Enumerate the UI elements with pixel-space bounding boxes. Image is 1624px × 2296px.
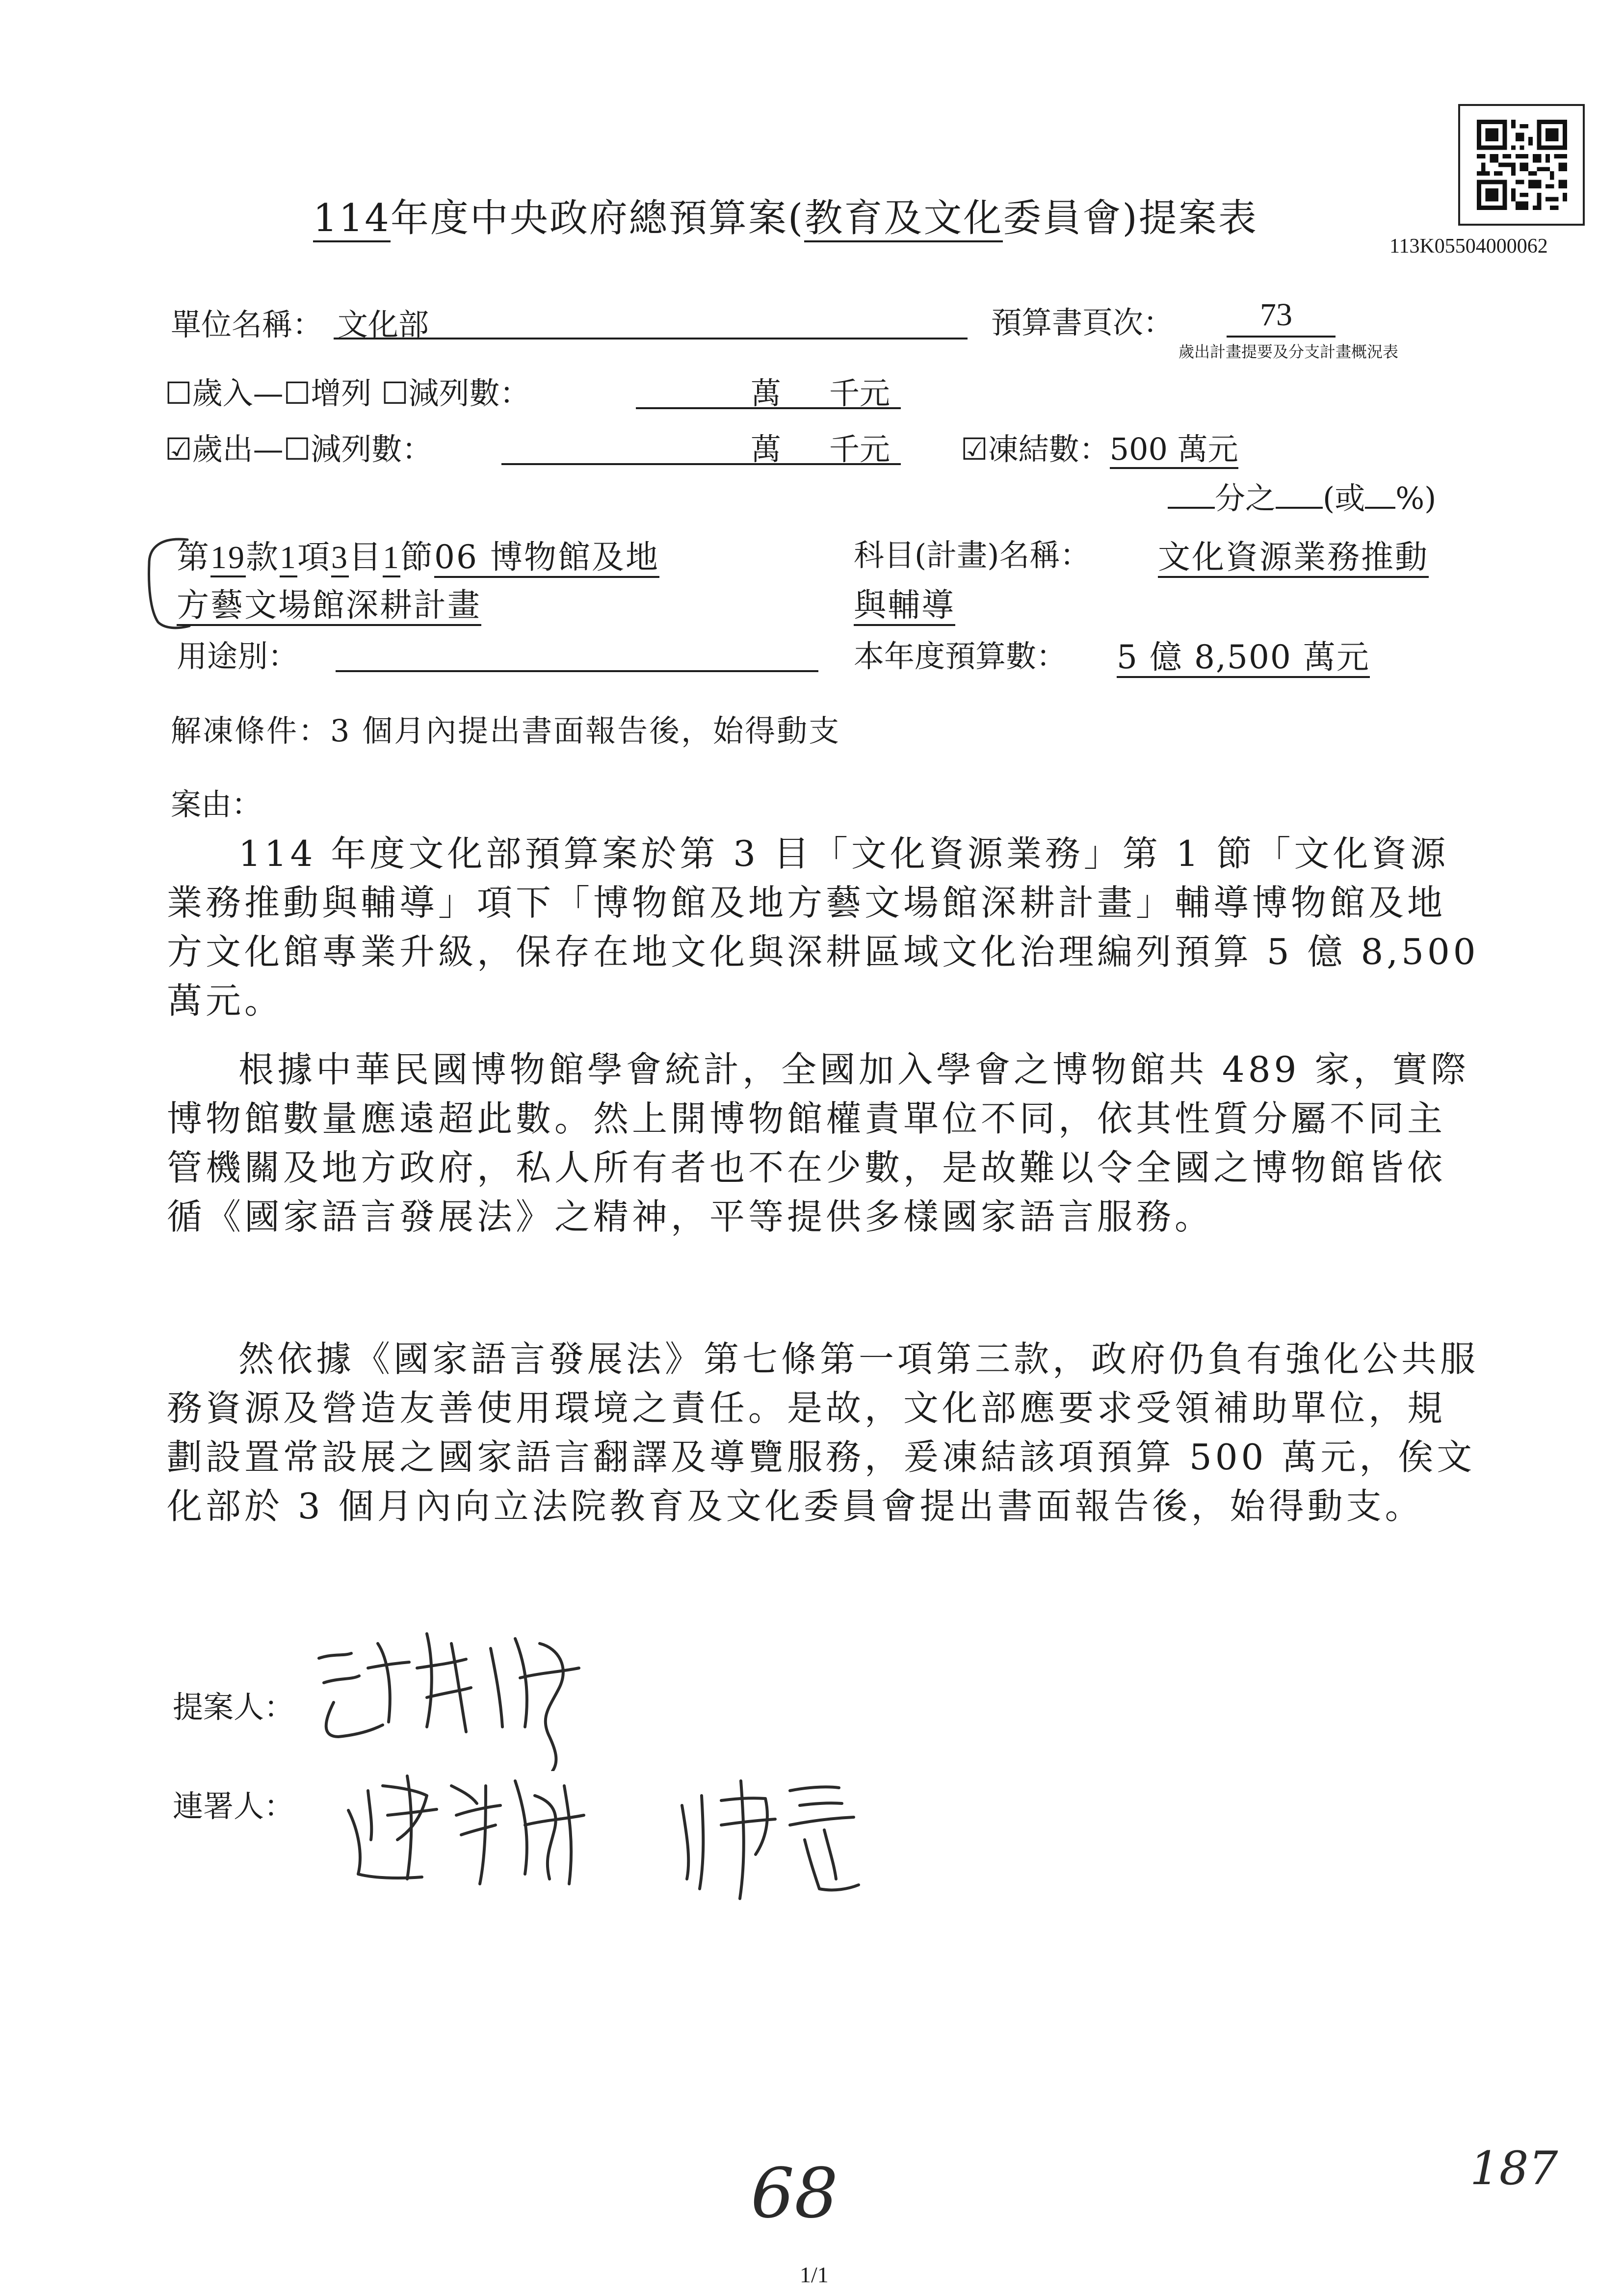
- fraction-fen: 分之: [1215, 480, 1276, 516]
- expense-decrease-text: 減列數：: [311, 431, 433, 467]
- annual-budget-value: 5 億 8,500 萬元: [1117, 631, 1370, 678]
- title-committee: 教育及文化: [804, 196, 1003, 242]
- reason-paragraph-1: 114 年度文化部預算案於第 3 目「文化資源業務」第 1 節「文化資源業務推動與輔導」項下「博物館及地方藝文場館深耕計畫」輔導博物館及地方文化館專業升級，保存在地文化與深耕區域文化治理編列預算 5 億 8,500 萬元。: [167, 833, 1479, 1021]
- qr-code-icon: [1477, 120, 1567, 210]
- title-year: 114: [313, 196, 391, 242]
- page-title: [313, 187, 1258, 242]
- increase-checkbox[interactable]: ☐: [283, 375, 311, 411]
- unit-label: 單位名稱：: [171, 307, 323, 342]
- handwritten-page-number: 68: [751, 2154, 838, 2234]
- release-condition: 解凍條件：3 個月內提出書面報告後，始得動支: [171, 713, 841, 749]
- reason-label: 案由：: [171, 786, 262, 822]
- revenue-unit-wan: 萬: [751, 375, 782, 411]
- subject-label: 科目(計畫)名稱：: [854, 537, 1091, 573]
- fraction-blank-3: [1365, 480, 1395, 509]
- subject-line2: 與輔導: [854, 579, 955, 626]
- item-jie: 1: [383, 540, 400, 577]
- revenue-row: [165, 369, 530, 413]
- revenue-decrease-text: 減列數：: [408, 375, 530, 411]
- fraction-huo: (或: [1323, 480, 1365, 516]
- proposer-signature: [304, 1614, 608, 1771]
- annual-budget-label: 本年度預算數：: [854, 638, 1067, 674]
- fraction-blank-2: [1276, 480, 1323, 509]
- freeze-label: 凍結數：: [988, 431, 1110, 467]
- subject-line1: 文化資源業務推動: [1158, 531, 1429, 577]
- freeze-checkbox[interactable]: ☑: [961, 431, 988, 467]
- expense-decrease-checkbox[interactable]: ☐: [283, 431, 311, 467]
- reason-paragraph-3: 然依據《國家語言發展法》第七條第一項第三款，政府仍負有強化公共服務資源及營造友善使用環境之責任。是故，文化部應要求受領補助單位，規劃設置常設展之國家語言翻譯及導覽服務，爰凍結該項預算 500 萬元，俟文化部於 3 個月內向立法院教育及文化委員會提出書面報告後，始得動支。: [167, 1338, 1479, 1527]
- expense-unit-wan: 萬: [751, 431, 782, 467]
- budget-page-label: 預算書頁次：: [991, 305, 1174, 340]
- item-xiang: 1: [280, 540, 297, 577]
- footer-page-indicator: 1/1: [800, 2262, 829, 2287]
- revenue-checkbox[interactable]: ☐: [165, 375, 192, 411]
- item-line-2: [177, 579, 481, 626]
- budget-page-value: 73: [1260, 297, 1292, 333]
- item-kuan: 19: [210, 540, 246, 577]
- budget-page-note: 歲出計畫提要及分支計畫概況表: [1179, 342, 1399, 361]
- fraction-row: [1168, 474, 1436, 518]
- expense-checkbox[interactable]: ☑: [165, 431, 192, 467]
- fraction-blank-1: [1168, 480, 1215, 509]
- handwritten-number: 187: [1470, 2142, 1558, 2195]
- item-name-line1: 06 博物館及地: [434, 538, 659, 578]
- proposer-label: 提案人：: [173, 1689, 295, 1725]
- document-code: 113K05504000062: [1389, 235, 1548, 258]
- item-name-line2: 方藝文場館深耕計畫: [177, 586, 481, 626]
- item-line-1: 第19款1項3目1節06 博物館及地: [177, 531, 659, 577]
- expense-unit-qian: 千元: [829, 431, 891, 467]
- cosigner-signature-1: [339, 1756, 613, 1913]
- freeze-field: [961, 425, 1238, 469]
- revenue-decrease-checkbox[interactable]: ☐: [381, 375, 409, 411]
- unit-value: 文化部: [338, 307, 429, 342]
- reason-paragraph-2: 根據中華民國博物館學會統計，全國加入學會之博物館共 489 家，實際博物館數量應遠超此數。然上開博物館權責單位不同，依其性質分屬不同主管機關及地方政府，私人所有者也不在少數，是故難以令全國之博物館皆依循《國家語言發展法》之精神，平等提供多樣國家語言服務。: [167, 1049, 1470, 1237]
- title-after: 委員會)提案表: [1003, 196, 1258, 240]
- unit-underline: [334, 338, 968, 339]
- title-middle: 年度中央政府總預算案(: [390, 196, 805, 240]
- cosigner-label: 連署人：: [173, 1788, 295, 1824]
- usage-underline: [336, 670, 818, 672]
- cosigner-signature-2: [667, 1756, 903, 1913]
- revenue-text: 歲入—: [192, 375, 284, 411]
- qr-code-frame: [1458, 104, 1585, 226]
- expense-row: [165, 425, 432, 469]
- fraction-percent: %): [1395, 480, 1437, 516]
- freeze-value: 500 萬元: [1110, 431, 1238, 469]
- increase-text: 增列: [311, 375, 372, 411]
- revenue-unit-qian: 千元: [829, 375, 891, 411]
- item-mu: 3: [331, 540, 349, 577]
- budget-page-underline: [1227, 336, 1336, 338]
- expense-text: 歲出—: [192, 431, 284, 467]
- usage-label: 用途別：: [177, 638, 299, 674]
